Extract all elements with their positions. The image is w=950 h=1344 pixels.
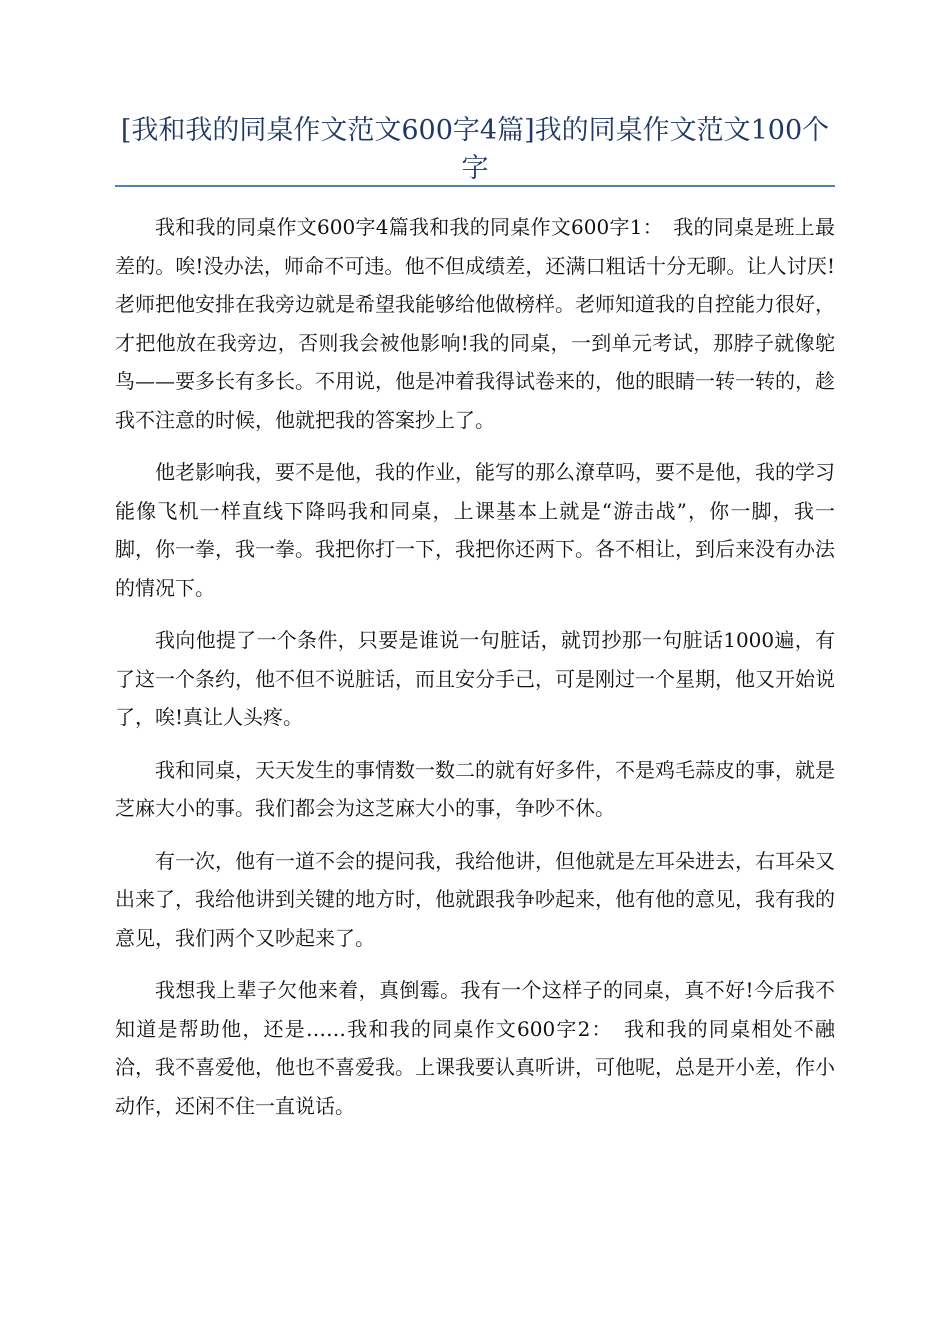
- document-title: [我和我的同桌作文范文600字4篇]我的同桌作文范文100个字: [120, 115, 830, 184]
- body-paragraph: 我和我的同桌作文600字4篇我和我的同桌作文600字1： 我的同桌是班上最差的。唉!没办法，师命不可违。他不但成绩差，还满口粗话十分无聊。让人讨厌!老师把他安排在我旁边就是希望我能够给他做榜样。老师知道我的自控能力很好，才把他放在我旁边，否则我会被他影响!我的同桌，一到单元考试，那脖子就像鸵鸟——要多长有多长。不用说，他是冲着我得试卷来的，他的眼睛一转一转的，趁我不注意的时候，他就把我的答案抄上了。: [115, 215, 835, 432]
- body-paragraph: 我和同桌，天天发生的事情数一数二的就有好多件，不是鸡毛蒜皮的事，就是芝麻大小的事。我们都会为这芝麻大小的事，争吵不休。: [115, 757, 835, 820]
- title-underline-divider: [115, 185, 835, 187]
- body-paragraph: 他老影响我，要不是他，我的作业，能写的那么潦草吗，要不是他，我的学习能像飞机一样直线下降吗我和同桌，上课基本上就是“游击战”，你一脚，我一脚，你一拳，我一拳。我把你打一下，我把你还两下。各不相让，到后来没有办法的情况下。: [115, 460, 835, 600]
- body-paragraph: 我向他提了一个条件，只要是谁说一句脏话，就罚抄那一句脏话1000遍，有了这一个条约，他不但不说脏话，而且安分手己，可是刚过一个星期，他又开始说了，唉!真让人头疼。: [115, 628, 835, 729]
- document-body: [115, 208, 835, 1139]
- body-paragraph: 我想我上辈子欠他来着，真倒霉。我有一个这样子的同桌，真不好!今后我不知道是帮助他，还是……我和我的同桌作文600字2： 我和我的同桌相处不融洽，我不喜爱他，他也不喜爱我。上课我要认真听讲，可他呢，总是开小差，作小动作，还闲不住一直说话。: [115, 978, 835, 1118]
- body-paragraph: 有一次，他有一道不会的提问我，我给他讲，但他就是左耳朵进去，右耳朵又出来了，我给他讲到关键的地方时，他就跟我争吵起来，他有他的意见，我有我的意见，我们两个又吵起来了。: [115, 848, 835, 950]
